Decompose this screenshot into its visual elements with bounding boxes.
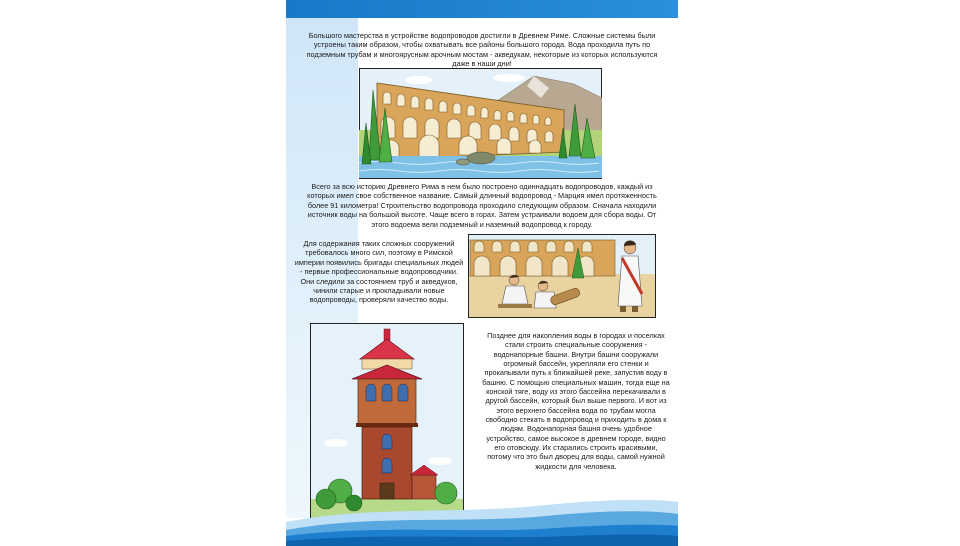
aqueduct-illustration [359, 68, 602, 179]
history-paragraph: Всего за всю историю Древнего Рима в нем было построено одиннадцать водопроводов, каждый из которых имел свое собственное название. Самый длинный водопровод - Марция имел протяженность более 91 километра! Строительство водопровода проходило следующим образом. Сначала находили источник воды на большой высоте. Чаще всего в горах. Затем устраивали водоем для сбора воды. От этого водоема вели подземный и наземный водопровод к городу. [307, 182, 657, 229]
plumbers-illustration [468, 234, 656, 318]
plumbers-paragraph: Для содержания таких сложных сооружений требовалось много сил, поэтому в Римской империи появились бригады специальных людей - первые профессиональные водопроводчики. Они следили за состоянием труб и акведуков, чинили старые и прокладывали новые водопроводы, проверяли качество воды. [294, 239, 464, 305]
intro-paragraph: Большого мастерства в устройстве водопроводов достигли в Древнем Риме. Сложные системы были устроены таким образом, чтобы охватывать все районы большого города. Вода проходила путь по подземным трубам и многоярусным арочным мостам - акведукам, некоторые из которых используются даже в наши дни! [306, 31, 658, 69]
document-page [286, 0, 678, 546]
top-color-band [286, 0, 678, 18]
bottom-wave-decoration [286, 484, 678, 546]
water-towers-paragraph: Позднее для накопления воды в городах и поселках стали строить специальные сооружения - водонапорные башни. Внутри башни сооружали огромный бассейн, укрепляли его стенки и прокапывали путь к ближайшей реке, запустив воду в башню. С помощью специальных машин, тогда еще на конской тяге, воду из этого бассейна перекачивали в другой бассейн, который был выше первого. И вот из этого верхнего бассейна вода по трубам могла свободно стекать в водопровод и приходить в дома к людям. Водонапорная башня очень удобное устройство, самое высокое в древнем городе, видно его отовсюду. Их старались строить красивыми, потому что это был дворец для воды, самой нужной жидкости для человека. [482, 331, 670, 471]
